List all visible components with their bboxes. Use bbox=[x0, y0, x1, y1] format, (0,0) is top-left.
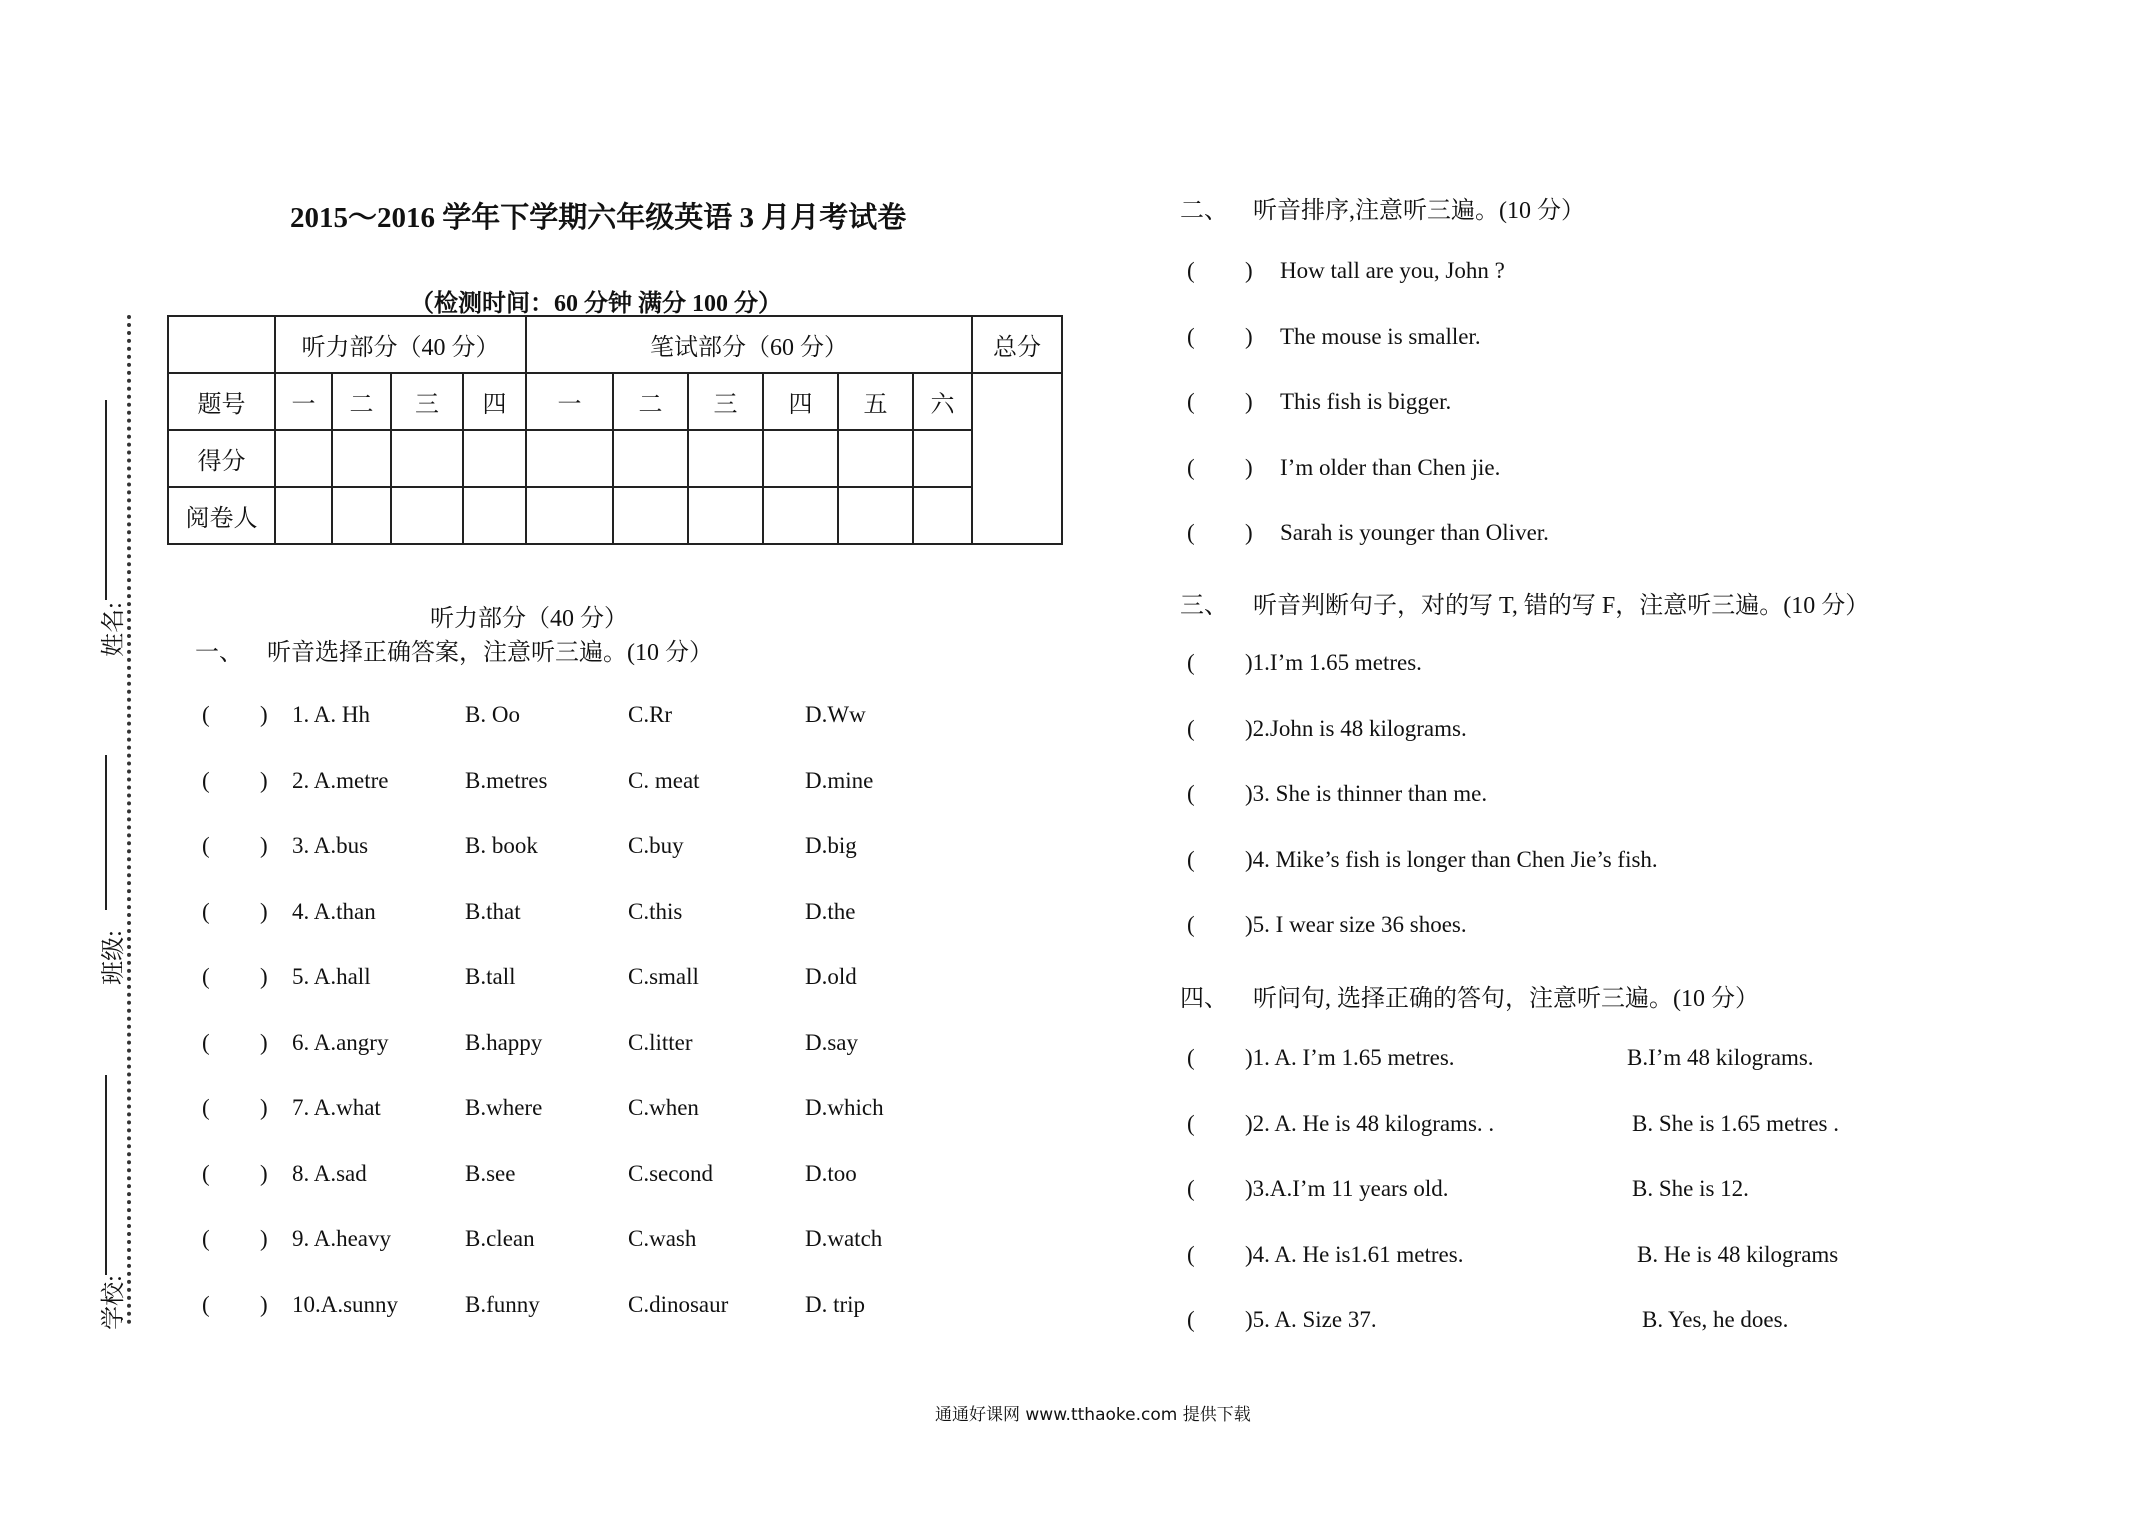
option-d: D.say bbox=[805, 1029, 859, 1055]
answer-paren-open[interactable]: ( bbox=[1187, 1176, 1195, 1201]
grader-cell[interactable] bbox=[391, 487, 463, 544]
option-d: D.big bbox=[805, 833, 857, 858]
grader-cell[interactable] bbox=[838, 487, 913, 544]
grader-cell[interactable] bbox=[332, 487, 391, 544]
option-c: C.litter bbox=[628, 1029, 693, 1055]
answer-option-b: B. She is 1.65 metres . bbox=[1632, 1110, 1839, 1136]
answer-paren-open[interactable]: ( bbox=[1187, 650, 1195, 675]
option-b: B.that bbox=[465, 898, 521, 924]
answer-paren-open[interactable]: ( bbox=[1187, 323, 1195, 349]
answer-paren-open[interactable]: ( bbox=[202, 1095, 210, 1120]
sentence-text: How tall are you, John ? bbox=[1280, 258, 1505, 283]
grader-cell[interactable] bbox=[913, 487, 972, 544]
section2-title: 听音排序,注意听三遍。(10 分） bbox=[1253, 198, 1585, 224]
answer-paren-open[interactable]: ( bbox=[1187, 389, 1195, 414]
answer-paren-open[interactable]: ( bbox=[202, 1291, 210, 1317]
answer-paren-close[interactable]: ) bbox=[1245, 520, 1253, 545]
answer-paren-open[interactable]: ( bbox=[202, 1226, 210, 1251]
answer-option-a: )5. A. Size 37. bbox=[1245, 1307, 1377, 1332]
option-a: 1. A. Hh bbox=[292, 702, 370, 727]
option-d: D.old bbox=[805, 964, 857, 989]
row-label-grader: 阅卷人 bbox=[168, 487, 275, 544]
exam-subtitle: （检测时间：60 分钟 满分 100 分） bbox=[410, 291, 782, 317]
answer-paren-close[interactable]: ) bbox=[260, 767, 268, 793]
answer-option-b: B. She is 12. bbox=[1632, 1176, 1749, 1201]
option-a: 8. A.sad bbox=[292, 1160, 367, 1186]
answer-paren-close[interactable]: ) bbox=[260, 1160, 268, 1186]
option-c: C.dinosaur bbox=[628, 1291, 729, 1317]
answer-paren-open[interactable]: ( bbox=[1187, 715, 1195, 741]
row-label-score: 得分 bbox=[168, 430, 275, 487]
grader-cell[interactable] bbox=[526, 487, 613, 544]
option-c: C.buy bbox=[628, 833, 684, 858]
option-a: 2. A.metre bbox=[292, 767, 389, 793]
answer-option-a: )2. A. He is 48 kilograms. . bbox=[1245, 1110, 1495, 1136]
section4-title: 听问句, 选择正确的答句，注意听三遍。(10 分） bbox=[1253, 986, 1759, 1012]
answer-paren-open[interactable]: ( bbox=[1187, 520, 1195, 545]
writing-header: 笔试部分（60 分） bbox=[526, 316, 972, 373]
exam-title: 2015～2016 学年下学期六年级英语 3 月月考试卷 bbox=[290, 202, 907, 234]
option-d: D.the bbox=[805, 898, 856, 924]
answer-paren-open[interactable]: ( bbox=[1187, 1307, 1195, 1332]
option-c: C. meat bbox=[628, 767, 700, 793]
answer-paren-open[interactable]: ( bbox=[1187, 912, 1195, 937]
option-c: C.small bbox=[628, 964, 699, 989]
section2-number: 二、 bbox=[1180, 198, 1228, 224]
writing-num: 五 bbox=[838, 373, 913, 430]
score-table-corner bbox=[168, 316, 275, 373]
writing-num: 四 bbox=[763, 373, 838, 430]
answer-paren-close[interactable]: ) bbox=[1245, 258, 1253, 283]
option-d: D.too bbox=[805, 1160, 857, 1186]
option-c: C.Rr bbox=[628, 702, 673, 727]
answer-paren-close[interactable]: ) bbox=[260, 898, 268, 924]
answer-paren-open[interactable]: ( bbox=[202, 1029, 210, 1055]
listening-num: 二 bbox=[332, 373, 391, 430]
sentence-text: This fish is bigger. bbox=[1280, 389, 1452, 414]
option-c: C.second bbox=[628, 1160, 713, 1186]
answer-paren-close[interactable]: ) bbox=[260, 964, 268, 989]
answer-paren-close[interactable]: ) bbox=[260, 702, 268, 727]
answer-paren-open[interactable]: ( bbox=[202, 767, 210, 793]
option-d: D.which bbox=[805, 1095, 884, 1120]
name-blank-line[interactable] bbox=[105, 400, 107, 600]
answer-paren-close[interactable]: ) bbox=[260, 1095, 268, 1120]
option-a: 9. A.heavy bbox=[292, 1226, 392, 1251]
answer-paren-open[interactable]: ( bbox=[202, 702, 210, 727]
option-c: C.wash bbox=[628, 1226, 697, 1251]
answer-paren-close[interactable]: ) bbox=[260, 1029, 268, 1055]
total-score-cell[interactable] bbox=[972, 373, 1062, 544]
statement-text: )4. Mike’s fish is longer than Chen Jie’s fish. bbox=[1245, 846, 1658, 872]
option-b: B.happy bbox=[465, 1029, 543, 1055]
answer-paren-close[interactable]: ) bbox=[1245, 389, 1253, 414]
answer-paren-open[interactable]: ( bbox=[1187, 1110, 1195, 1136]
section3-number: 三、 bbox=[1180, 593, 1228, 619]
answer-option-b: B.I’m 48 kilograms. bbox=[1627, 1045, 1814, 1070]
score-cell[interactable] bbox=[763, 430, 838, 487]
option-c: C.this bbox=[628, 898, 683, 924]
option-b: B.funny bbox=[465, 1291, 540, 1317]
option-c: C.when bbox=[628, 1095, 699, 1120]
option-b: B.metres bbox=[465, 767, 548, 793]
option-b: B. Oo bbox=[465, 702, 520, 727]
listening-num: 三 bbox=[391, 373, 463, 430]
option-d: D.watch bbox=[805, 1226, 883, 1251]
sentence-text: I’m older than Chen jie. bbox=[1280, 454, 1501, 480]
listening-num: 四 bbox=[463, 373, 526, 430]
answer-paren-open[interactable]: ( bbox=[202, 1160, 210, 1186]
answer-option-a: )4. A. He is1.61 metres. bbox=[1245, 1241, 1464, 1267]
answer-paren-close[interactable]: ) bbox=[260, 1291, 268, 1317]
answer-paren-open[interactable]: ( bbox=[1187, 846, 1195, 872]
score-table bbox=[167, 315, 1063, 545]
answer-paren-open[interactable]: ( bbox=[1187, 1045, 1195, 1070]
answer-option-a: )3.A.I’m 11 years old. bbox=[1245, 1176, 1449, 1201]
score-cell[interactable] bbox=[838, 430, 913, 487]
score-cell[interactable] bbox=[275, 430, 332, 487]
writing-num: 六 bbox=[913, 373, 972, 430]
score-cell[interactable] bbox=[391, 430, 463, 487]
writing-num: 二 bbox=[613, 373, 688, 430]
score-cell[interactable] bbox=[463, 430, 526, 487]
grader-cell[interactable] bbox=[613, 487, 688, 544]
listening-part-title: 听力部分（40 分） bbox=[430, 606, 628, 632]
class-label: 班级: bbox=[100, 930, 127, 985]
option-b: B.clean bbox=[465, 1226, 535, 1251]
answer-paren-close[interactable]: ) bbox=[1245, 454, 1253, 480]
answer-paren-open[interactable]: ( bbox=[202, 833, 210, 858]
option-b: B.tall bbox=[465, 964, 516, 989]
answer-paren-open[interactable]: ( bbox=[1187, 258, 1195, 283]
school-label: 学校: bbox=[100, 1275, 127, 1330]
grader-cell[interactable] bbox=[275, 487, 332, 544]
section4-number: 四、 bbox=[1180, 986, 1228, 1012]
score-cell[interactable] bbox=[526, 430, 613, 487]
writing-num: 三 bbox=[688, 373, 763, 430]
answer-paren-close[interactable]: ) bbox=[260, 1226, 268, 1251]
section1-number: 一、 bbox=[195, 640, 243, 666]
answer-paren-open[interactable]: ( bbox=[202, 964, 210, 989]
grader-cell[interactable] bbox=[688, 487, 763, 544]
answer-paren-close[interactable]: ) bbox=[1245, 323, 1253, 349]
class-blank-line[interactable] bbox=[105, 755, 107, 910]
answer-paren-open[interactable]: ( bbox=[202, 898, 210, 924]
grader-cell[interactable] bbox=[463, 487, 526, 544]
grader-cell[interactable] bbox=[763, 487, 838, 544]
option-a: 5. A.hall bbox=[292, 964, 371, 989]
listening-num: 一 bbox=[275, 373, 332, 430]
name-label: 姓名: bbox=[100, 602, 127, 657]
statement-text: )5. I wear size 36 shoes. bbox=[1245, 912, 1467, 937]
sentence-text: Sarah is younger than Oliver. bbox=[1280, 520, 1549, 545]
option-a: 6. A.angry bbox=[292, 1029, 389, 1055]
option-d: D.Ww bbox=[805, 702, 866, 727]
listening-header: 听力部分（40 分） bbox=[275, 316, 526, 373]
binding-dotted-line bbox=[127, 315, 131, 1325]
option-b: B. book bbox=[465, 833, 538, 858]
writing-num: 一 bbox=[526, 373, 613, 430]
answer-option-a: )1. A. I’m 1.65 metres. bbox=[1245, 1045, 1455, 1070]
option-a: 7. A.what bbox=[292, 1095, 381, 1120]
answer-paren-open[interactable]: ( bbox=[1187, 781, 1195, 806]
option-b: B.where bbox=[465, 1095, 543, 1120]
score-cell[interactable] bbox=[332, 430, 391, 487]
sentence-text: The mouse is smaller. bbox=[1280, 323, 1481, 349]
option-d: D.mine bbox=[805, 767, 874, 793]
answer-paren-close[interactable]: ) bbox=[260, 833, 268, 858]
answer-paren-open[interactable]: ( bbox=[1187, 454, 1195, 480]
option-a: 4. A.than bbox=[292, 898, 376, 924]
statement-text: )2.John is 48 kilograms. bbox=[1245, 715, 1467, 741]
option-a: 10.A.sunny bbox=[292, 1291, 399, 1317]
total-header: 总分 bbox=[972, 316, 1062, 373]
answer-option-b: B. He is 48 kilograms bbox=[1637, 1241, 1839, 1267]
footer-credit: 通通好课网 www.tthaoke.com 提供下载 bbox=[935, 1405, 1251, 1425]
statement-text: )1.I’m 1.65 metres. bbox=[1245, 650, 1422, 675]
answer-option-b: B. Yes, he does. bbox=[1642, 1307, 1789, 1332]
option-a: 3. A.bus bbox=[292, 833, 369, 858]
section1-title: 听音选择正确答案，注意听三遍。(10 分） bbox=[267, 640, 713, 666]
score-cell[interactable] bbox=[913, 430, 972, 487]
school-blank-line[interactable] bbox=[105, 1075, 107, 1275]
row-label-number: 题号 bbox=[168, 373, 275, 430]
statement-text: )3. She is thinner than me. bbox=[1245, 781, 1488, 806]
score-cell[interactable] bbox=[688, 430, 763, 487]
option-d: D. trip bbox=[805, 1291, 866, 1317]
score-cell[interactable] bbox=[613, 430, 688, 487]
section3-title: 听音判断句子，对的写 T, 错的写 F，注意听三遍。(10 分） bbox=[1253, 593, 1870, 619]
option-b: B.see bbox=[465, 1160, 516, 1186]
answer-paren-open[interactable]: ( bbox=[1187, 1241, 1195, 1267]
